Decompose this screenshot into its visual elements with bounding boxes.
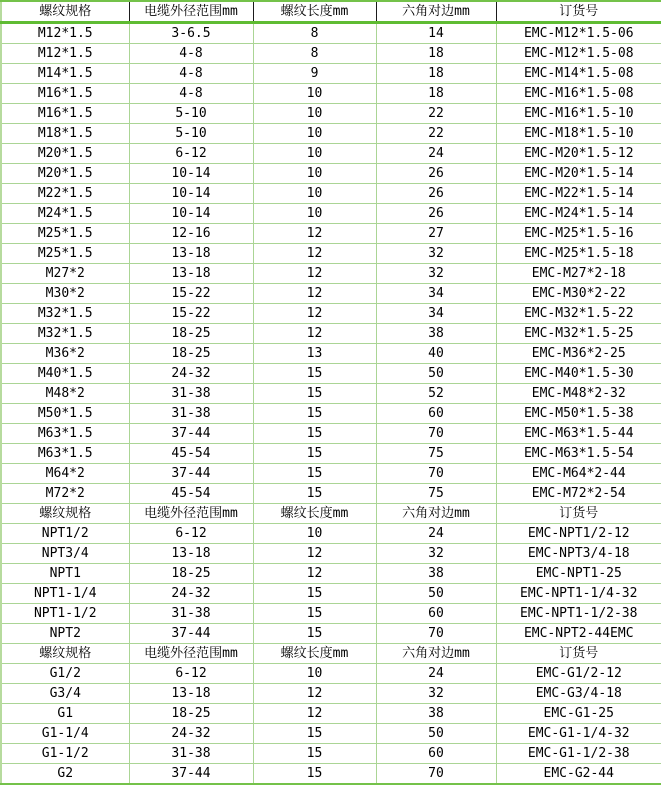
- cell-hex: 26: [376, 184, 496, 204]
- cell-spec: M63*1.5: [1, 444, 129, 464]
- cell-length: 15: [253, 624, 376, 644]
- cell-cable_range: 24-32: [129, 364, 253, 384]
- table-row: [1, 604, 661, 624]
- cell-hex: 14: [376, 23, 496, 44]
- cell-hex: 32: [376, 544, 496, 564]
- column-header-cable_range: 电缆外径范围mm: [129, 504, 253, 524]
- cell-order: EMC-M72*2-54: [496, 484, 661, 504]
- cell-length: 10: [253, 104, 376, 124]
- cell-length: 15: [253, 364, 376, 384]
- table-row: [1, 624, 661, 644]
- cell-spec: M36*2: [1, 344, 129, 364]
- cell-cable_range: 15-22: [129, 304, 253, 324]
- cell-length: 10: [253, 204, 376, 224]
- table-row: [1, 144, 661, 164]
- cell-order: EMC-NPT1-25: [496, 564, 661, 584]
- cell-hex: 24: [376, 144, 496, 164]
- table-row: [1, 404, 661, 424]
- table-row: [1, 524, 661, 544]
- cell-order: EMC-M20*1.5-12: [496, 144, 661, 164]
- cell-hex: 50: [376, 724, 496, 744]
- cell-length: 15: [253, 484, 376, 504]
- table-row: [1, 664, 661, 684]
- cell-length: 10: [253, 524, 376, 544]
- cell-spec: G1-1/2: [1, 744, 129, 764]
- table-row: [1, 124, 661, 144]
- cell-hex: 32: [376, 684, 496, 704]
- column-header-order: 订货号: [496, 644, 661, 664]
- cell-length: 15: [253, 584, 376, 604]
- cell-hex: 50: [376, 364, 496, 384]
- cell-length: 9: [253, 64, 376, 84]
- cell-order: EMC-M22*1.5-14: [496, 184, 661, 204]
- cell-order: EMC-M63*1.5-54: [496, 444, 661, 464]
- cell-length: 12: [253, 544, 376, 564]
- table-row: [1, 424, 661, 444]
- cell-cable_range: 18-25: [129, 324, 253, 344]
- cell-hex: 32: [376, 264, 496, 284]
- cell-spec: M18*1.5: [1, 124, 129, 144]
- cell-order: EMC-M25*1.5-16: [496, 224, 661, 244]
- cell-spec: NPT3/4: [1, 544, 129, 564]
- cell-cable_range: 10-14: [129, 164, 253, 184]
- cell-spec: M48*2: [1, 384, 129, 404]
- cell-spec: M63*1.5: [1, 424, 129, 444]
- table-row: [1, 484, 661, 504]
- cell-hex: 34: [376, 284, 496, 304]
- cell-order: EMC-NPT1-1/4-32: [496, 584, 661, 604]
- table-row: [1, 104, 661, 124]
- column-header-spec: 螺纹规格: [1, 504, 129, 524]
- cell-length: 10: [253, 144, 376, 164]
- table-row: [1, 724, 661, 744]
- column-header-hex: 六角对边mm: [376, 1, 496, 23]
- cell-length: 12: [253, 564, 376, 584]
- cell-spec: M20*1.5: [1, 144, 129, 164]
- cell-spec: M24*1.5: [1, 204, 129, 224]
- table-row: [1, 684, 661, 704]
- cell-length: 15: [253, 444, 376, 464]
- table-row: [1, 64, 661, 84]
- cell-hex: 34: [376, 304, 496, 324]
- table-row: [1, 84, 661, 104]
- cell-cable_range: 3-6.5: [129, 23, 253, 44]
- cell-order: EMC-M63*1.5-44: [496, 424, 661, 444]
- cell-order: EMC-M36*2-25: [496, 344, 661, 364]
- cell-length: 12: [253, 284, 376, 304]
- cell-spec: M25*1.5: [1, 224, 129, 244]
- cell-length: 15: [253, 384, 376, 404]
- cell-order: EMC-M48*2-32: [496, 384, 661, 404]
- cell-spec: M16*1.5: [1, 84, 129, 104]
- cell-order: EMC-NPT1-1/2-38: [496, 604, 661, 624]
- cell-spec: NPT1-1/4: [1, 584, 129, 604]
- cell-order: EMC-M18*1.5-10: [496, 124, 661, 144]
- cell-cable_range: 6-12: [129, 664, 253, 684]
- cell-hex: 18: [376, 84, 496, 104]
- cell-hex: 60: [376, 604, 496, 624]
- cell-cable_range: 10-14: [129, 204, 253, 224]
- cell-length: 10: [253, 664, 376, 684]
- cell-cable_range: 45-54: [129, 484, 253, 504]
- cell-spec: M50*1.5: [1, 404, 129, 424]
- cell-cable_range: 4-8: [129, 84, 253, 104]
- cell-spec: M32*1.5: [1, 304, 129, 324]
- column-header-length: 螺纹长度mm: [253, 504, 376, 524]
- cell-spec: M16*1.5: [1, 104, 129, 124]
- column-header-order: 订货号: [496, 1, 661, 23]
- cell-cable_range: 12-16: [129, 224, 253, 244]
- column-header-hex: 六角对边mm: [376, 504, 496, 524]
- spec-table-body: [1, 1, 661, 784]
- cell-length: 8: [253, 44, 376, 64]
- cell-order: EMC-M40*1.5-30: [496, 364, 661, 384]
- cell-hex: 26: [376, 204, 496, 224]
- cell-spec: M22*1.5: [1, 184, 129, 204]
- cell-spec: M12*1.5: [1, 44, 129, 64]
- cell-length: 15: [253, 744, 376, 764]
- cell-hex: 24: [376, 524, 496, 544]
- cell-order: EMC-G1-1/4-32: [496, 724, 661, 744]
- cell-cable_range: 45-54: [129, 444, 253, 464]
- cell-cable_range: 24-32: [129, 724, 253, 744]
- cell-order: EMC-G3/4-18: [496, 684, 661, 704]
- cell-spec: M25*1.5: [1, 244, 129, 264]
- cell-cable_range: 5-10: [129, 104, 253, 124]
- cell-order: EMC-NPT3/4-18: [496, 544, 661, 564]
- cell-order: EMC-M12*1.5-06: [496, 23, 661, 44]
- table-row: [1, 244, 661, 264]
- cell-hex: 18: [376, 44, 496, 64]
- cell-hex: 50: [376, 584, 496, 604]
- cell-order: EMC-G1/2-12: [496, 664, 661, 684]
- cell-cable_range: 31-38: [129, 384, 253, 404]
- cell-length: 12: [253, 224, 376, 244]
- cell-order: EMC-M24*1.5-14: [496, 204, 661, 224]
- cell-spec: M40*1.5: [1, 364, 129, 384]
- cell-spec: G1-1/4: [1, 724, 129, 744]
- cell-cable_range: 13-18: [129, 544, 253, 564]
- column-header-spec: 螺纹规格: [1, 1, 129, 23]
- cell-spec: NPT1: [1, 564, 129, 584]
- table-row: [1, 444, 661, 464]
- cell-hex: 60: [376, 404, 496, 424]
- cell-order: EMC-G2-44: [496, 764, 661, 785]
- column-header-cable_range: 电缆外径范围mm: [129, 1, 253, 23]
- cell-spec: NPT1/2: [1, 524, 129, 544]
- table-row: [1, 324, 661, 344]
- cell-spec: M30*2: [1, 284, 129, 304]
- header-row-metric: [1, 1, 661, 23]
- cell-length: 12: [253, 324, 376, 344]
- cell-length: 15: [253, 404, 376, 424]
- table-row: [1, 564, 661, 584]
- cell-hex: 60: [376, 744, 496, 764]
- cell-cable_range: 13-18: [129, 244, 253, 264]
- cell-hex: 70: [376, 624, 496, 644]
- cell-hex: 38: [376, 324, 496, 344]
- cell-spec: M32*1.5: [1, 324, 129, 344]
- header-row-npt: [1, 504, 661, 524]
- cell-length: 10: [253, 84, 376, 104]
- cell-order: EMC-NPT2-44EMC: [496, 624, 661, 644]
- cell-spec: M20*1.5: [1, 164, 129, 184]
- table-row: [1, 304, 661, 324]
- cell-spec: M12*1.5: [1, 23, 129, 44]
- cell-hex: 52: [376, 384, 496, 404]
- cell-cable_range: 5-10: [129, 124, 253, 144]
- cell-order: EMC-M30*2-22: [496, 284, 661, 304]
- table-row: [1, 744, 661, 764]
- column-header-length: 螺纹长度mm: [253, 644, 376, 664]
- cell-length: 10: [253, 184, 376, 204]
- table-row: [1, 44, 661, 64]
- cell-order: EMC-M64*2-44: [496, 464, 661, 484]
- cell-spec: M64*2: [1, 464, 129, 484]
- cell-order: EMC-M16*1.5-08: [496, 84, 661, 104]
- cell-length: 15: [253, 464, 376, 484]
- cell-spec: M27*2: [1, 264, 129, 284]
- cell-spec: NPT1-1/2: [1, 604, 129, 624]
- cell-spec: G1/2: [1, 664, 129, 684]
- table-row: [1, 704, 661, 724]
- column-header-order: 订货号: [496, 504, 661, 524]
- table-row: [1, 23, 661, 44]
- cell-hex: 22: [376, 104, 496, 124]
- cell-cable_range: 15-22: [129, 284, 253, 304]
- cell-cable_range: 13-18: [129, 684, 253, 704]
- cell-cable_range: 6-12: [129, 144, 253, 164]
- table-row: [1, 364, 661, 384]
- cell-hex: 75: [376, 444, 496, 464]
- cell-cable_range: 31-38: [129, 744, 253, 764]
- header-row-g: [1, 644, 661, 664]
- cell-hex: 70: [376, 464, 496, 484]
- cell-length: 12: [253, 264, 376, 284]
- cell-cable_range: 18-25: [129, 564, 253, 584]
- cell-order: EMC-M27*2-18: [496, 264, 661, 284]
- cell-order: EMC-G1-25: [496, 704, 661, 724]
- cell-hex: 32: [376, 244, 496, 264]
- cell-hex: 40: [376, 344, 496, 364]
- cell-spec: NPT2: [1, 624, 129, 644]
- cell-cable_range: 13-18: [129, 264, 253, 284]
- cell-length: 10: [253, 124, 376, 144]
- cell-cable_range: 37-44: [129, 464, 253, 484]
- table-row: [1, 204, 661, 224]
- column-header-spec: 螺纹规格: [1, 644, 129, 664]
- cell-spec: G3/4: [1, 684, 129, 704]
- cell-hex: 26: [376, 164, 496, 184]
- cell-length: 15: [253, 764, 376, 785]
- cell-order: EMC-M32*1.5-25: [496, 324, 661, 344]
- cell-cable_range: 6-12: [129, 524, 253, 544]
- cell-hex: 27: [376, 224, 496, 244]
- cell-cable_range: 10-14: [129, 184, 253, 204]
- cell-cable_range: 31-38: [129, 404, 253, 424]
- table-row: [1, 224, 661, 244]
- cell-spec: G1: [1, 704, 129, 724]
- table-row: [1, 264, 661, 284]
- cell-cable_range: 18-25: [129, 704, 253, 724]
- table-row: [1, 184, 661, 204]
- cell-cable_range: 37-44: [129, 624, 253, 644]
- table-row: [1, 584, 661, 604]
- cell-spec: M14*1.5: [1, 64, 129, 84]
- cell-length: 8: [253, 23, 376, 44]
- table-row: [1, 164, 661, 184]
- cell-hex: 70: [376, 424, 496, 444]
- cell-length: 15: [253, 724, 376, 744]
- table-row: [1, 384, 661, 404]
- cell-hex: 38: [376, 704, 496, 724]
- column-header-cable_range: 电缆外径范围mm: [129, 644, 253, 664]
- cell-length: 10: [253, 164, 376, 184]
- cell-length: 15: [253, 424, 376, 444]
- cell-hex: 75: [376, 484, 496, 504]
- table-row: [1, 544, 661, 564]
- cell-spec: G2: [1, 764, 129, 785]
- table-row: [1, 344, 661, 364]
- cell-hex: 70: [376, 764, 496, 785]
- column-header-hex: 六角对边mm: [376, 644, 496, 664]
- cell-order: EMC-M20*1.5-14: [496, 164, 661, 184]
- cell-length: 12: [253, 704, 376, 724]
- cell-order: EMC-G1-1/2-38: [496, 744, 661, 764]
- cell-order: EMC-M14*1.5-08: [496, 64, 661, 84]
- cell-length: 15: [253, 604, 376, 624]
- cell-length: 12: [253, 244, 376, 264]
- column-header-length: 螺纹长度mm: [253, 1, 376, 23]
- cell-cable_range: 31-38: [129, 604, 253, 624]
- table-row: [1, 464, 661, 484]
- cell-order: EMC-M25*1.5-18: [496, 244, 661, 264]
- cell-hex: 22: [376, 124, 496, 144]
- cell-cable_range: 4-8: [129, 64, 253, 84]
- cell-cable_range: 37-44: [129, 424, 253, 444]
- cell-hex: 24: [376, 664, 496, 684]
- cell-spec: M72*2: [1, 484, 129, 504]
- cell-length: 13: [253, 344, 376, 364]
- cell-hex: 38: [376, 564, 496, 584]
- cell-cable_range: 4-8: [129, 44, 253, 64]
- cell-length: 12: [253, 304, 376, 324]
- cell-order: EMC-M32*1.5-22: [496, 304, 661, 324]
- table-row: [1, 284, 661, 304]
- cell-order: EMC-M12*1.5-08: [496, 44, 661, 64]
- cell-hex: 18: [376, 64, 496, 84]
- cell-order: EMC-M50*1.5-38: [496, 404, 661, 424]
- cell-cable_range: 37-44: [129, 764, 253, 785]
- cell-length: 12: [253, 684, 376, 704]
- cell-order: EMC-NPT1/2-12: [496, 524, 661, 544]
- cell-order: EMC-M16*1.5-10: [496, 104, 661, 124]
- cell-cable_range: 18-25: [129, 344, 253, 364]
- cell-cable_range: 24-32: [129, 584, 253, 604]
